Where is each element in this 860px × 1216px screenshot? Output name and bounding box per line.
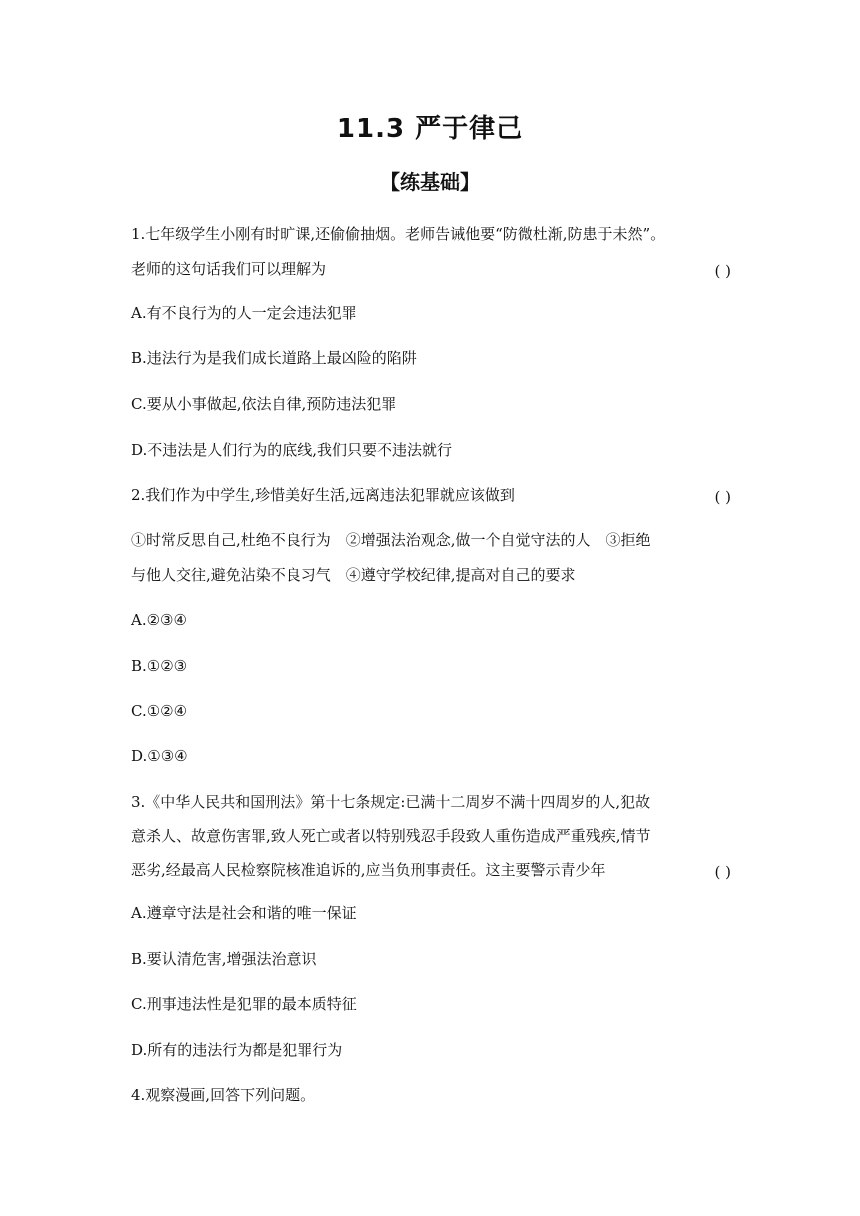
question-1-option-a: A.有不良行为的人一定会违法犯罪 bbox=[131, 304, 357, 322]
question-2-text-line-1: 2.我们作为中学生,珍惜美好生活,远离违法犯罪就应该做到 bbox=[131, 486, 515, 504]
question-2-option-b: B.①②③ bbox=[131, 657, 188, 675]
question-1-text-line-1: 1.七年级学生小刚有时旷课,还偷偷抽烟。老师告诫他要“防微杜渐,防患于未然”。 bbox=[131, 225, 666, 243]
question-3-text-line-3: 恶劣,经最高人民检察院核准追诉的,应当负刑事责任。这主要警示青少年 bbox=[131, 861, 606, 879]
question-3-option-d: D.所有的违法行为都是犯罪行为 bbox=[131, 1041, 343, 1059]
question-3-text-line-1: 3.《中华人民共和国刑法》第十七条规定:已满十二周岁不满十四周岁的人,犯故 bbox=[131, 793, 651, 811]
question-1-option-c: C.要从小事做起,依法自律,预防违法犯罪 bbox=[131, 395, 397, 413]
question-1-text-line-2: 老师的这句话我们可以理解为 bbox=[131, 260, 327, 278]
question-2-statement-line-1: ①时常反思自己,杜绝不良行为 ②增强法治观念,做一个自觉守法的人 ③拒绝 bbox=[131, 531, 651, 549]
question-2-answer-blank: ( ) bbox=[714, 488, 731, 506]
page-title: 11.3 严于律己 bbox=[336, 114, 524, 144]
question-1-option-b: B.违法行为是我们成长道路上最凶险的陷阱 bbox=[131, 349, 417, 367]
question-3-answer-blank: ( ) bbox=[714, 863, 731, 881]
question-3-option-c: C.刑事违法性是犯罪的最本质特征 bbox=[131, 995, 357, 1013]
question-3-option-a: A.遵章守法是社会和谐的唯一保证 bbox=[131, 904, 357, 922]
question-2-option-a: A.②③④ bbox=[131, 611, 187, 629]
question-2-option-c: C.①②④ bbox=[131, 702, 188, 720]
question-2-option-d: D.①③④ bbox=[131, 747, 188, 765]
question-1-option-d: D.不违法是人们行为的底线,我们只要不违法就行 bbox=[131, 441, 453, 459]
question-3-text-line-2: 意杀人、故意伤害罪,致人死亡或者以特别残忍手段致人重伤造成严重残疾,情节 bbox=[131, 827, 651, 845]
question-3-option-b: B.要认清危害,增强法治意识 bbox=[131, 950, 317, 968]
question-4-text-line-1: 4.观察漫画,回答下列问题。 bbox=[131, 1086, 316, 1104]
question-1-answer-blank: ( ) bbox=[714, 262, 731, 280]
question-2-statement-line-2: 与他人交往,避免沾染不良习气 ④遵守学校纪律,提高对自己的要求 bbox=[131, 566, 576, 584]
section-heading: 【练基础】 bbox=[380, 170, 480, 194]
